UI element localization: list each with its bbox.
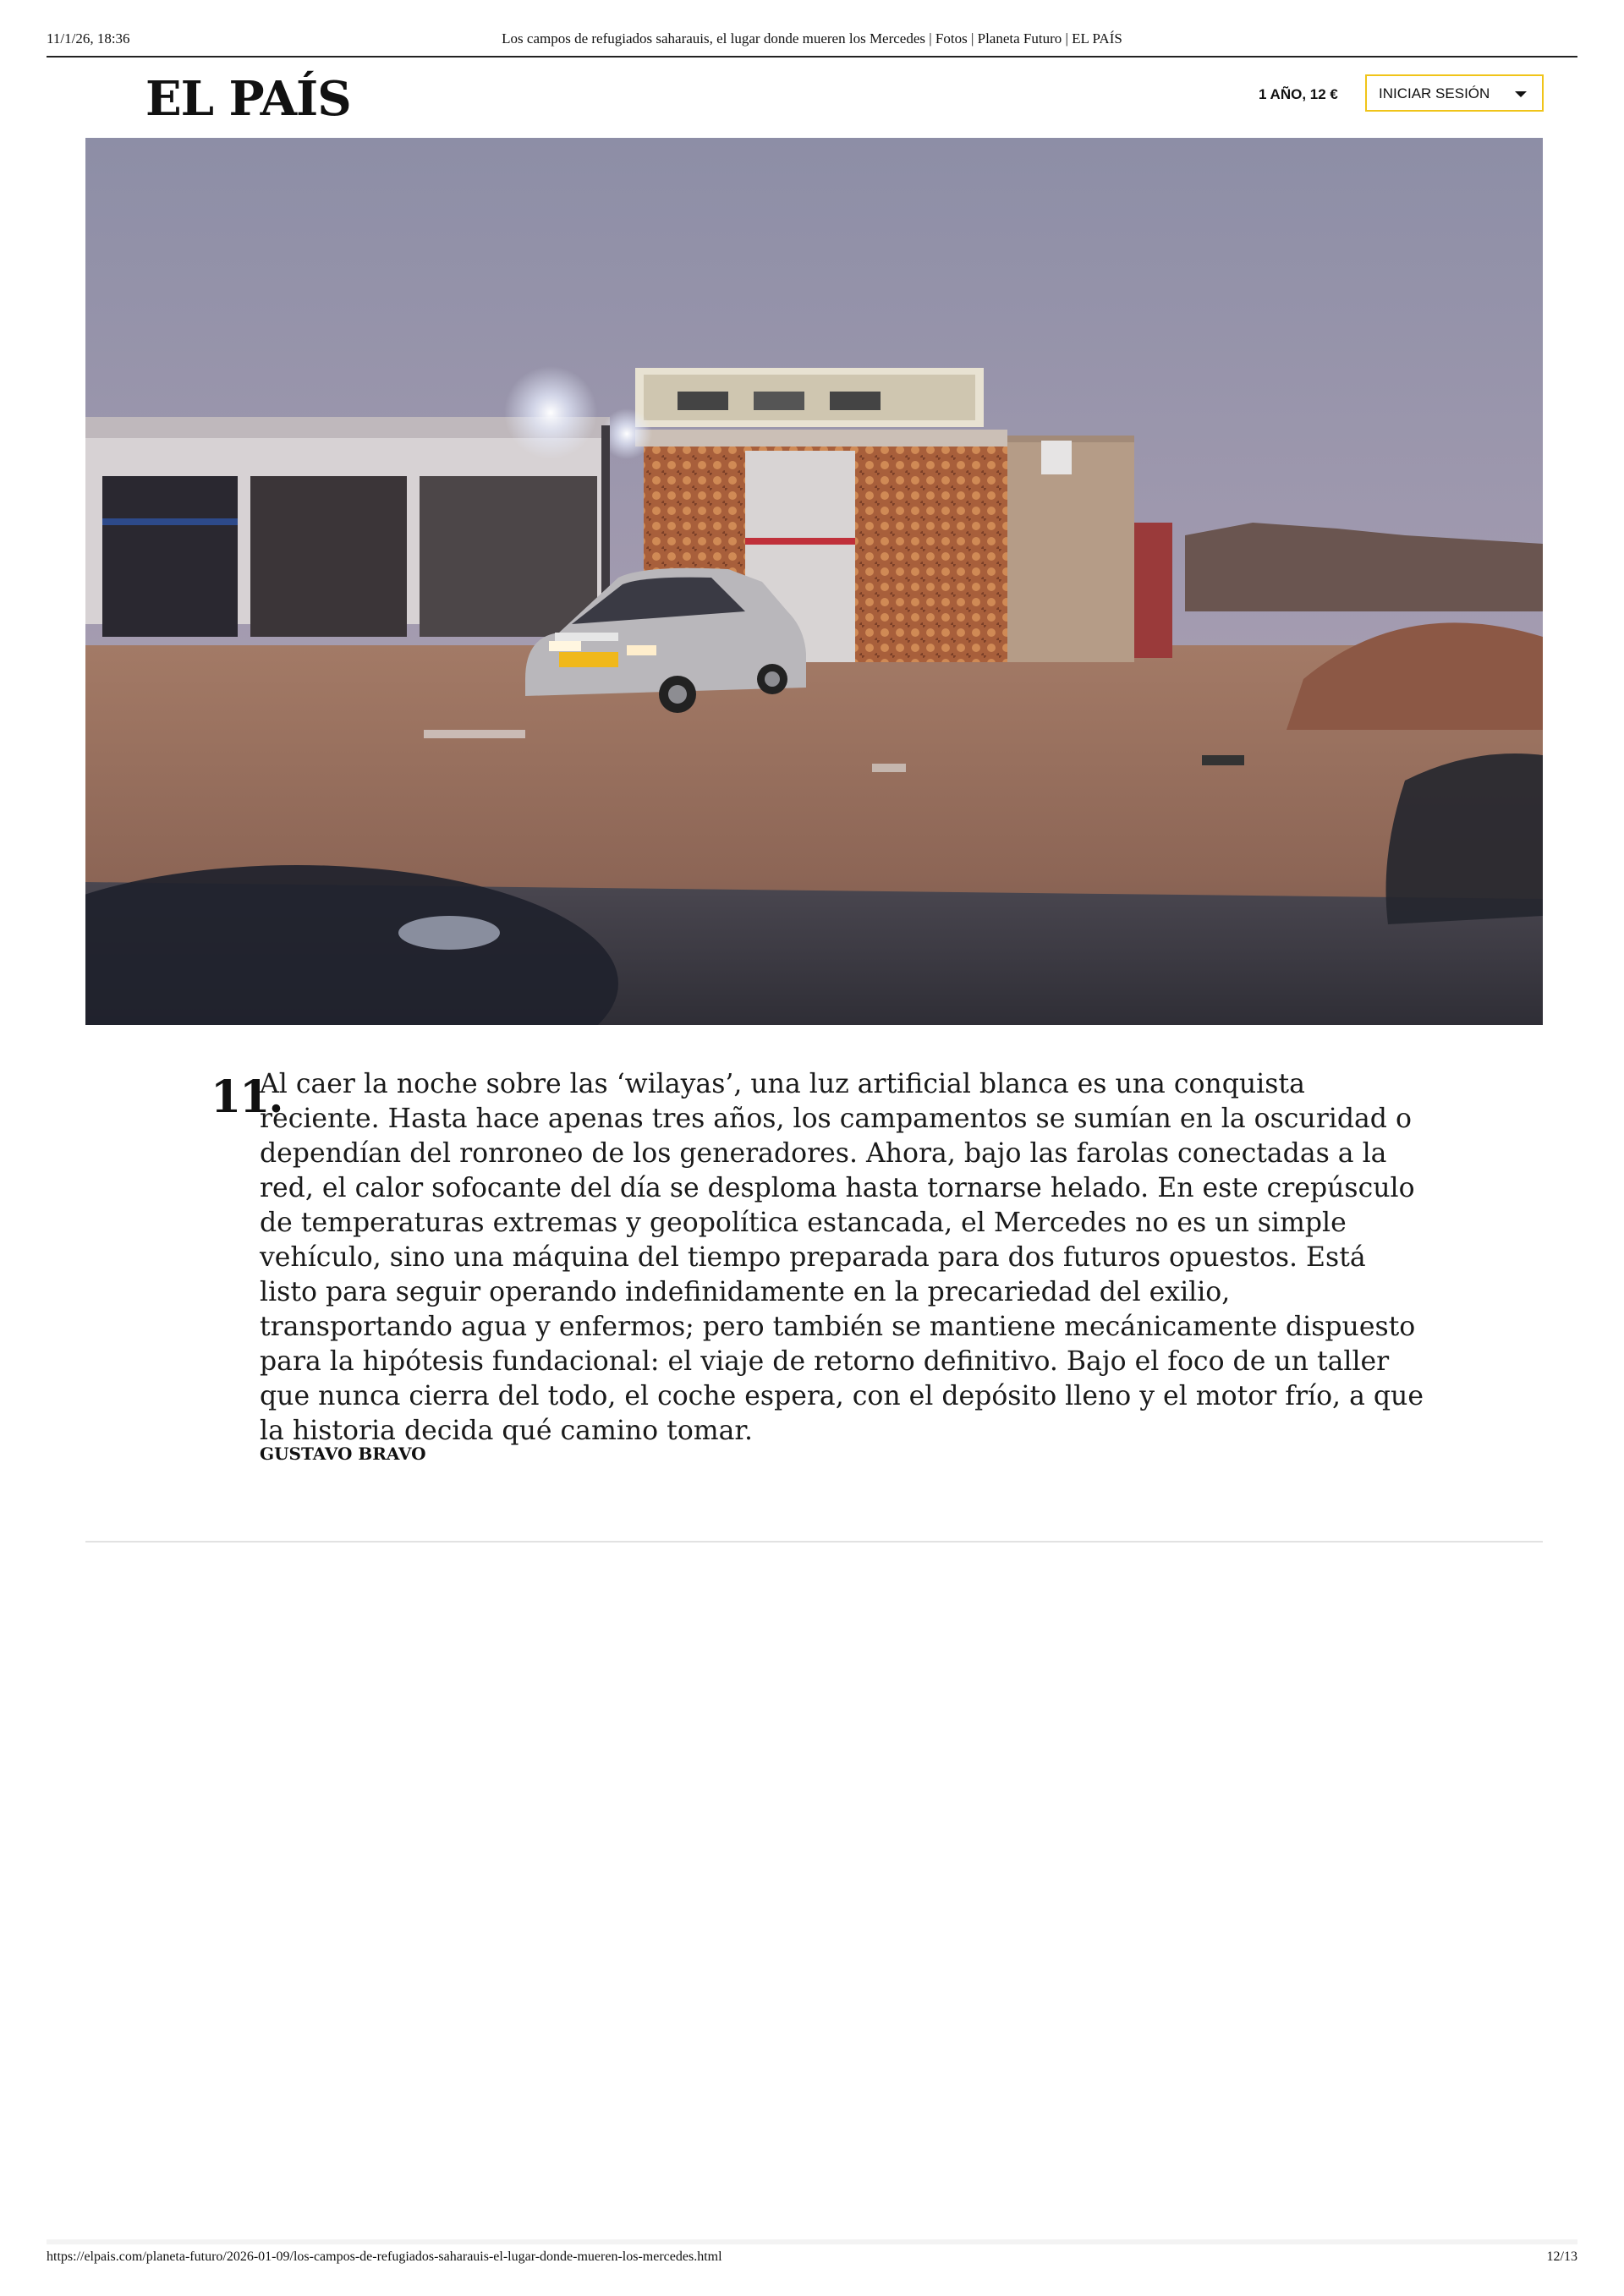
print-date: 11/1/26, 18:36 [47,30,130,47]
el-pais-logo[interactable]: EL PAÍS [145,71,351,127]
print-footer [47,2249,1577,2275]
caption-text: Al caer la noche sobre las ‘wilayas’, una luz artificial blanca es una conquista reciente. Hasta hace apenas tres años, los campamentos se sumían en la oscuridad o dependían del ronroneo de los generadores. Ahora, bajo las farolas conectadas a la red, el calor sofocante del día se desploma hasta tornarse helado. En este crepúsculo de temperaturas extremas y geopolítica estancada, el Mercedes no es un simple vehículo, sino una máquina del tiempo preparada para dos futuros opuestos. Está listo para seguir operando indefinidamente en la precariedad del exilio, transportando agua y enfermos; pero también se mantiene mecánicamente dispuesto para la hipótesis fundacional: el viaje de retorno definitivo. Bajo el foco de un taller que nunca cierra del todo, el coche espera, con el depósito lleno y el motor frío, a que la historia decida qué camino tomar. [260,1069,1424,1446]
page-number: 12/13 [1546,2249,1577,2264]
photo-credit: GUSTAVO BRAVO [260,1444,426,1464]
login-button-label: INICIAR SESIÓN [1379,85,1490,101]
login-button[interactable] [1365,74,1544,112]
footer-shade [47,2239,1577,2244]
chevron-down-icon [1515,91,1527,97]
print-header [47,27,1577,58]
print-url: https://elpais.com/planeta-futuro/2026-01-09/los-campos-de-refugiados-saharauis-el-lugar-donde-mueren-los-mercedes.html [47,2249,722,2264]
subscription-offer-link[interactable]: 1 AÑO, 12 € [1259,86,1338,102]
section-divider [85,1541,1543,1543]
photo-number: 11. [211,1071,283,1123]
print-document-title: Los campos de refugiados saharauis, el lugar donde mueren los Mercedes | Fotos | Planeta Futuro | EL PAÍS [502,30,1122,47]
article-photo [85,138,1543,1025]
masthead [0,69,1624,129]
